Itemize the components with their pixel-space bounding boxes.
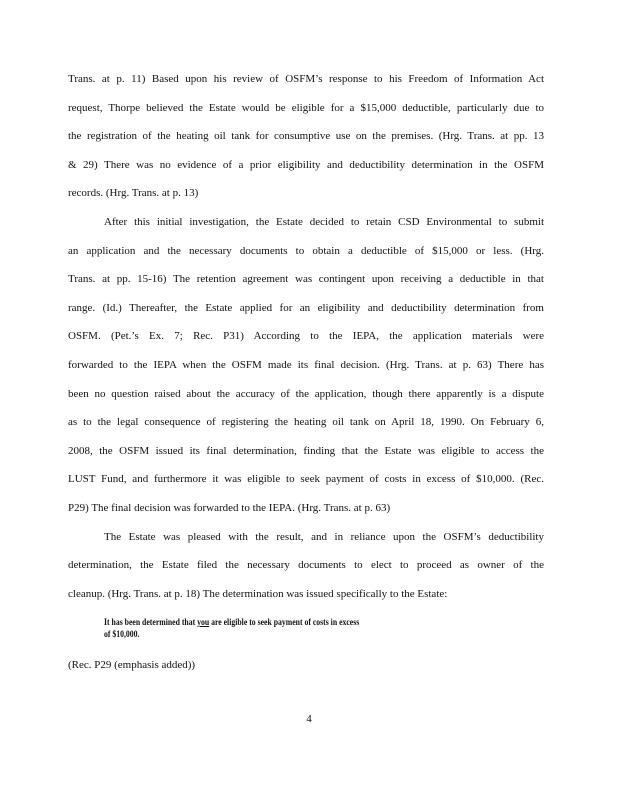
paragraph-2-line-5: OSFM. (Pet.’s Ex. 7; Rec. P31) According to the IEPA, the application materials were [68, 330, 544, 342]
quote-text-after: are eligible to seek payment of costs in excess [209, 617, 360, 627]
paragraph-2-line-6: forwarded to the IEPA when the OSFM made its final decision. (Hrg. Trans. at p. 63) There has [68, 359, 544, 371]
paragraph-2-line-3: Trans. at pp. 15-16) The retention agreement was contingent upon receiving a deductible in that [68, 273, 544, 285]
block-quote-line-2: of $10,000. [104, 629, 140, 639]
paragraph-2-line-8: as to the legal consequence of registering the heating oil tank on April 18, 1990. On February 6, [68, 416, 544, 428]
paragraph-2-line-7: been no question raised about the accuracy of the application, though there apparently is a dispute [68, 388, 544, 400]
quote-text-before: It has been determined that [104, 617, 198, 627]
paragraph-3-line-3: cleanup. (Hrg. Trans. at p. 18) The determination was issued specifically to the Estate: [68, 588, 448, 600]
paragraph-2-line-10: LUST Fund, and furthermore it was eligible to seek payment of costs in excess of $10,000. (Rec. [68, 473, 544, 485]
body-line-3: the registration of the heating oil tank for consumptive use on the premises. (Hrg. Trans. at pp. 13 [68, 130, 544, 142]
paragraph-3-line-2: determination, the Estate filed the necessary documents to elect to proceed as owner of the [68, 559, 544, 571]
paragraph-3-line-1: The Estate was pleased with the result, and in reliance upon the OSFM’s deductibility [104, 531, 544, 543]
paragraph-2-line-2: an application and the necessary documents to obtain a deductible of $15,000 or less. (Hrg. [68, 245, 544, 257]
block-quote-line-1 [104, 617, 438, 628]
citation: (Rec. P29 (emphasis added)) [68, 659, 196, 671]
quote-emphasis: you [197, 617, 210, 627]
body-line-2: request, Thorpe believed the Estate would be eligible for a $15,000 deductible, particularly due to [68, 102, 544, 114]
paragraph-2-line-1: After this initial investigation, the Estate decided to retain CSD Environmental to submit [104, 216, 544, 228]
body-line-4: & 29) There was no evidence of a prior eligibility and deductibility determination in the OSFM [68, 159, 544, 171]
paragraph-2-line-4: range. (Id.) Thereafter, the Estate applied for an eligibility and deductibility determination from [68, 302, 544, 314]
page-number: 4 [306, 713, 312, 725]
paragraph-2-line-9: 2008, the OSFM issued its final determination, finding that the Estate was eligible to access the [68, 445, 544, 457]
paragraph-2-line-11: P29) The final decision was forwarded to the IEPA. (Hrg. Trans. at p. 63) [68, 502, 391, 514]
body-line-5: records. (Hrg. Trans. at p. 13) [68, 187, 199, 199]
body-line-1: Trans. at p. 11) Based upon his review of OSFM’s response to his Freedom of Information Act [68, 73, 544, 85]
